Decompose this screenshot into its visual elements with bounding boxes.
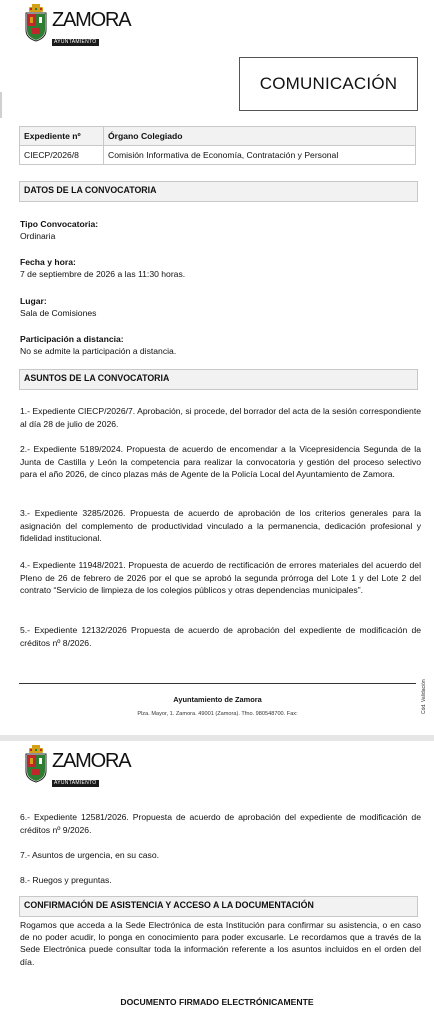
footer-divider — [19, 683, 416, 684]
distancia-field — [20, 333, 176, 357]
confirmacion-text: Rogamos que acceda a la Sede Electrónica de esta Institución para confirmar su asistencia, o en caso de no poder acudir, lo ponga en conocimiento para poder excusarle. Le recordamos que a través de la Sede Electrónica puede consultar toda la información referente a los asuntos incluidos en el orden del día. — [20, 920, 421, 967]
tipo-label: Tipo Convocatoria: — [20, 219, 99, 229]
document-type-box — [239, 57, 418, 111]
list-item: 6.- Expediente 12581/2026. Propuesta de acuerdo de aprobación del expediente de modificación de créditos nº 9/2026. — [20, 812, 421, 835]
document-type-title: COMUNICACIÓN — [259, 74, 398, 93]
footer-title: Ayuntamiento de Zamora — [173, 695, 262, 704]
coat-of-arms-icon — [24, 4, 48, 42]
distancia-value: No se admite la participación a distancia. — [20, 346, 177, 356]
tipo-value: Ordinaria — [20, 231, 56, 241]
organo-header: Órgano Colegiado — [104, 127, 416, 146]
table-row — [20, 146, 416, 165]
lugar-label: Lugar: — [20, 296, 47, 306]
list-item: 3.- Expediente 3285/2026. Propuesta de acuerdo de aprobación de los criterios generales para la asignación del complemento de productividad vinculado a la permanencia, dedicación profesional y fidelidad institucional. — [20, 508, 421, 543]
fecha-field — [20, 256, 185, 280]
zamora-logo — [24, 4, 130, 48]
lugar-field — [20, 295, 96, 319]
distancia-label: Participación a distancia: — [20, 334, 124, 344]
fecha-value: 7 de septiembre de 2026 a las 11:30 horas. — [20, 269, 186, 279]
signed-notice: DOCUMENTO FIRMADO ELECTRÓNICAMENTE — [120, 997, 314, 1007]
validation-code-text: Cód. Validación — [421, 679, 427, 714]
organo-value: Comisión Informativa de Economía, Contratación y Personal — [104, 146, 416, 165]
validation-code — [421, 680, 429, 714]
logo-subtitle: AYUNTAMIENTO — [54, 39, 97, 45]
lugar-value: Sala de Comisiones — [20, 308, 97, 318]
datos-section-header: DATOS DE LA CONVOCATORIA — [19, 181, 418, 202]
expediente-table — [19, 126, 416, 165]
list-item: 2.- Expediente 5189/2024. Propuesta de acuerdo de encomendar a la Vicepresidencia Segunda de la Junta de Castilla y León la competencia para realizar la convocatoria y gestión del proceso selectivo para el año 2026, de cinco plazas más de Agente de la Policía Local del Ayuntamiento de Zamora. — [20, 444, 421, 479]
fecha-label: Fecha y hora: — [20, 257, 76, 267]
list-item: 7.- Asuntos de urgencia, en su caso. — [20, 850, 160, 860]
footer-address: Plza. Mayor, 1. Zamora. 49001 (Zamora). Tfno. 980548700. Fax: — [137, 711, 298, 717]
table-header-row — [20, 127, 416, 146]
confirmacion-section-header: CONFIRMACIÓN DE ASISTENCIA Y ACCESO A LA DOCUMENTACIÓN — [19, 896, 418, 917]
logo-name: ZAMORA — [52, 9, 131, 31]
asuntos-section-header: ASUNTOS DE LA CONVOCATORIA — [19, 369, 418, 390]
expediente-header: Expediente nº — [20, 127, 104, 146]
margin-marker — [0, 92, 2, 118]
logo-name: ZAMORA — [52, 750, 131, 772]
logo-subtitle: AYUNTAMIENTO — [54, 780, 97, 786]
list-item: 4.- Expediente 11948/2021. Propuesta de acuerdo de rectificación de errores materiales del acuerdo del Pleno de 26 de febrero de 2026 por el que se aprobó la segunda prórroga del Lote 1 y del Lote 2 del contrato “Servicio de limpieza de los colegios públicos y otras dependencias municipales”. — [20, 560, 421, 595]
expediente-value: CIECP/2026/8 — [20, 146, 104, 165]
list-item: 5.- Expediente 12132/2026 Propuesta de acuerdo de aprobación del expediente de modificación de créditos nº 8/2026. — [20, 625, 421, 648]
document-page-2 — [0, 741, 434, 1024]
zamora-logo — [24, 745, 130, 789]
list-item: 8.- Ruegos y preguntas. — [20, 875, 112, 885]
tipo-field — [20, 218, 98, 242]
list-item: 1.- Expediente CIECP/2026/7. Aprobación, si procede, del borrador del acta de la sesión correspondiente al día 28 de julio de 2026. — [20, 406, 421, 429]
coat-of-arms-icon — [24, 745, 48, 783]
